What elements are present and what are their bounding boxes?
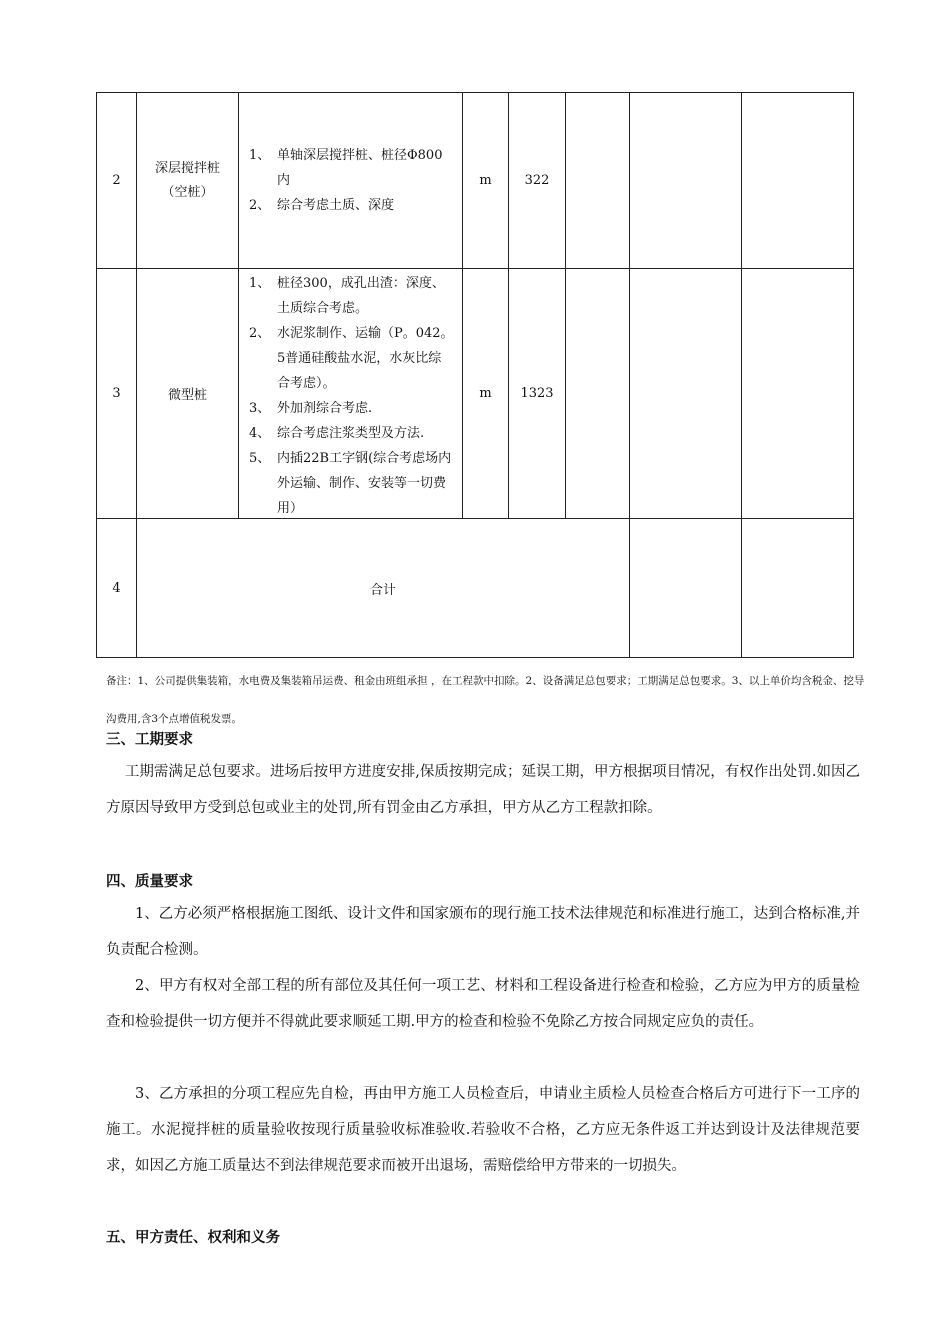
- quantity-table: [96, 92, 854, 658]
- empty-cell: [565, 92, 629, 268]
- item-description-cell: [238, 268, 462, 518]
- description-list: [239, 271, 462, 521]
- unit: m: [479, 173, 492, 188]
- item-name: 深层搅拌桩 （空桩）: [154, 160, 220, 200]
- quality-paragraph-1: 1、乙方必须严格根据施工图纸、设计文件和国家颁布的现行施工技术法律规范和标准进行施工，达到合格标准,并负责配合检测。: [106, 906, 860, 958]
- empty-cell: [741, 92, 854, 268]
- quality-paragraph-2: 2、甲方有权对全部工程的所有部位及其任何一项工艺、材料和工程设备进行检查和检验，乙方应为甲方的质量检查和检验提供一切方便并不得就此要求顺延工期.甲方的检查和检验不免除乙方按合同规定应负的责任。: [106, 978, 860, 1030]
- empty-cell: [741, 518, 854, 658]
- section-heading-quality: 四、质量要求: [106, 874, 193, 890]
- row-number-cell: [96, 518, 136, 658]
- unit-cell: [462, 268, 508, 518]
- empty-cell: [629, 92, 741, 268]
- section-heading-party-a: 五、甲方责任、权利和义务: [106, 1230, 280, 1246]
- description-item: 3、 外加剂综合考虑.: [249, 401, 373, 416]
- description-item: 4、 综合考虑注浆类型及方法.: [249, 426, 425, 441]
- description-item: 2、 综合考虑土质、深度: [249, 198, 395, 213]
- quantity-cell: [508, 268, 565, 518]
- item-description-cell: [238, 92, 462, 268]
- total-label-cell: [136, 518, 629, 658]
- empty-cell: [565, 268, 629, 518]
- empty-cell: [629, 518, 741, 658]
- quantity: 1323: [520, 386, 554, 401]
- description-item: 1、 桩径300，成孔出渣：深度、土质综合考虑。: [249, 276, 445, 316]
- total-label: 合计: [369, 583, 396, 598]
- schedule-paragraph: 工期需满足总包要求。进场后按甲方进度安排,保质按期完成；延误工期，甲方根据项目情况，有权作出处罚.如因乙方原因导致甲方受到总包或业主的处罚,所有罚金由乙方承担，甲方从乙方工程款扣除。: [106, 764, 860, 816]
- empty-cell: [629, 268, 741, 518]
- table-note: 备注：1、公司提供集装箱，水电费及集装箱吊运费、租金由班组承担 ，在工程款中扣除。2、设备满足总包要求；工期满足总包要求。3、以上单价均含税金、挖导沟费用,含3个点增值税发票。: [106, 675, 865, 725]
- row-number: 2: [112, 173, 121, 188]
- row-number: 3: [112, 386, 121, 401]
- empty-cell: [741, 268, 854, 518]
- row-number-cell: [96, 92, 136, 268]
- item-name-cell: [136, 92, 238, 268]
- quantity: 322: [524, 173, 550, 188]
- item-name: 微型桩: [167, 388, 207, 403]
- description-item: 1、 单轴深层搅拌桩、桩径Φ800内: [249, 148, 443, 188]
- description-item: 2、 水泥浆制作、运输（P。042。5普通硅酸盐水泥，水灰比综合考虑）。: [249, 326, 454, 391]
- section-heading-schedule: 三、工期要求: [106, 732, 193, 748]
- description-list: [239, 143, 462, 218]
- unit: m: [479, 386, 492, 401]
- quality-paragraph-3: 3、乙方承担的分项工程应先自检，再由甲方施工人员检查后，申请业主质检人员检查合格后方可进行下一工序的施工。水泥搅拌桩的质量验收按现行质量验收标准验收.若验收不合格，乙方应无条件返工并达到设计及法律规范要求，如因乙方施工质量达不到法律规范要求而被开出退场，需赔偿给甲方带来的一切损失。: [106, 1086, 860, 1174]
- description-item: 5、 内插22B工字钢(综合考虑场内外运输、制作、安装等一切费用）: [249, 451, 452, 516]
- quantity-cell: [508, 92, 565, 268]
- unit-cell: [462, 92, 508, 268]
- item-name-cell: [136, 268, 238, 518]
- row-number: 4: [112, 581, 121, 596]
- row-number-cell: [96, 268, 136, 518]
